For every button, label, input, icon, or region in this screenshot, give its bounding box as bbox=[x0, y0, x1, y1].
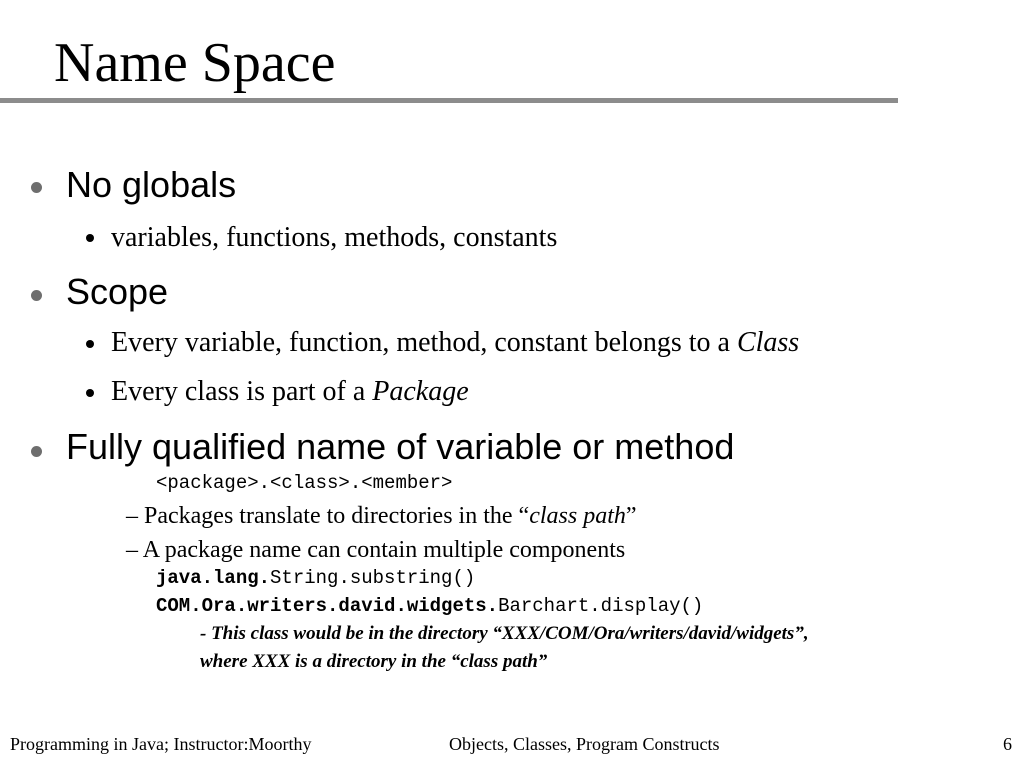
emphasis-class: Class bbox=[736, 327, 800, 358]
title-underline bbox=[0, 98, 898, 103]
emphasis-class-path: class path bbox=[529, 503, 626, 529]
footer-page-number: 6 bbox=[1003, 734, 1012, 754]
syntax-pattern: <package>.<class>.<member> bbox=[156, 472, 453, 494]
example-com-ora bbox=[156, 594, 703, 618]
bullet-dot bbox=[31, 446, 42, 457]
sub-bullet-package-scope bbox=[111, 376, 469, 408]
sub-bullet-dot bbox=[86, 389, 94, 397]
dash-mark: – bbox=[126, 537, 138, 563]
dash-item-text: A package name can contain multiple components bbox=[142, 537, 626, 563]
sub-bullet-dot bbox=[86, 234, 94, 242]
dash-item-packages-directories bbox=[126, 502, 637, 530]
bullet-fully-qualified: Fully qualified name of variable or method bbox=[66, 426, 735, 467]
note-line-1: - This class would be in the directory “XXX/COM/Ora/writers/david/widgets”, bbox=[200, 623, 809, 644]
example-member-part: Barchart.display() bbox=[498, 595, 704, 617]
note-line-2: where XXX is a directory in the “class path” bbox=[200, 651, 548, 672]
slide-title: Name Space bbox=[54, 32, 336, 94]
dash-item-multiple-components bbox=[126, 536, 625, 564]
footer-course: Programming in Java; Instructor:Moorthy bbox=[10, 734, 312, 754]
sub-bullet-globals-list: variables, functions, methods, constants bbox=[111, 222, 558, 253]
sub-bullet-package-scope-text: Every class is part of a bbox=[111, 376, 373, 407]
bullet-scope: Scope bbox=[66, 271, 169, 312]
example-package-part: COM.Ora.writers.david.widgets. bbox=[156, 595, 499, 617]
dash-item-text: Packages translate to directories in the “ bbox=[144, 503, 530, 529]
sub-bullet-class-scope-text: Every variable, function, method, constant belongs to a bbox=[111, 327, 737, 358]
dash-mark: – bbox=[126, 503, 138, 529]
footer-topic: Objects, Classes, Program Constructs bbox=[449, 734, 720, 754]
example-package-part: java.lang. bbox=[156, 567, 271, 589]
bullet-no-globals: No globals bbox=[66, 164, 237, 205]
emphasis-package: Package bbox=[372, 376, 469, 407]
example-member-part: String.substring() bbox=[270, 567, 476, 589]
sub-bullet-dot bbox=[86, 340, 94, 348]
example-java-lang bbox=[156, 566, 475, 590]
dash-item-closing-quote: ” bbox=[625, 503, 637, 529]
sub-bullet-class-scope bbox=[111, 327, 799, 359]
bullet-dot bbox=[31, 182, 42, 193]
bullet-dot bbox=[31, 290, 42, 301]
